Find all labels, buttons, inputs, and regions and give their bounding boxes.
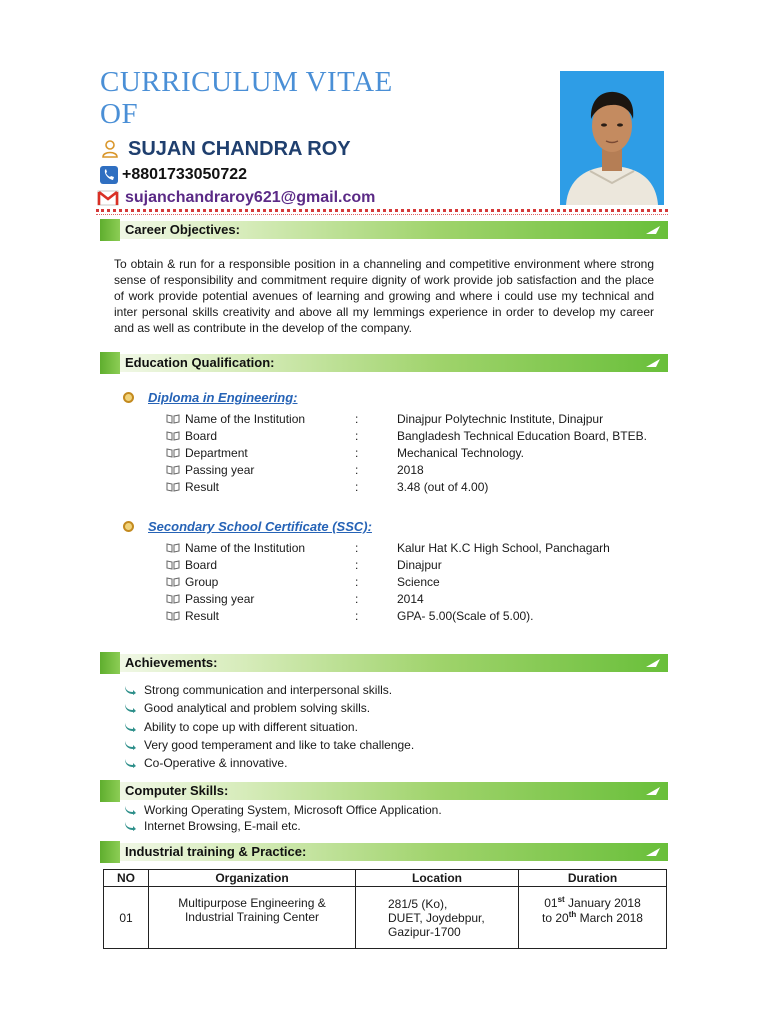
- phone-row: [100, 164, 247, 186]
- ssc-row-institution: [166, 539, 686, 556]
- section-heading-achievements: Achievements:: [125, 655, 218, 670]
- diploma-value: 3.48 (out of 4.00): [397, 479, 489, 494]
- column-header: Location: [356, 870, 519, 887]
- duration-end: [525, 910, 660, 925]
- separator: :: [355, 411, 359, 426]
- ssc-key: Board: [185, 557, 218, 572]
- section-heading-career: Career Objectives:: [125, 222, 240, 237]
- section-bar-training: [100, 843, 668, 861]
- skill-text: Internet Browsing, E-mail etc.: [144, 819, 301, 833]
- ssc-value: Science: [397, 574, 440, 589]
- header-divider: [96, 209, 668, 212]
- diploma-value: 2018: [397, 462, 424, 477]
- list-item: [124, 681, 664, 699]
- achievement-text: Ability to cope up with different situation.: [144, 719, 358, 734]
- diploma-key: Result: [185, 479, 220, 494]
- list-item: [124, 802, 664, 818]
- diploma-key: Department: [185, 445, 248, 460]
- diploma-details: [166, 410, 686, 495]
- diploma-row-passing-year: [166, 461, 686, 478]
- computer-skills-list: [124, 802, 664, 834]
- column-header: Organization: [149, 870, 356, 887]
- ssc-heading-row: [123, 519, 372, 534]
- start-rest: January 2018: [564, 895, 641, 910]
- arrow-icon: [646, 659, 660, 667]
- arrow-icon: [646, 226, 660, 234]
- ssc-key: Group: [185, 574, 219, 589]
- diploma-key: Board: [185, 428, 218, 443]
- book-icon: [166, 560, 180, 570]
- header-divider-secondary: [96, 214, 668, 215]
- achievement-text: Good analytical and problem solving skills.: [144, 701, 371, 716]
- duration-start: [525, 895, 660, 910]
- cell-location: [356, 887, 519, 949]
- separator: :: [355, 608, 359, 623]
- diploma-heading: Diploma in Engineering:: [148, 390, 298, 405]
- cell-organization: [149, 887, 356, 949]
- arrow-icon: [646, 787, 660, 795]
- section-heading-training: Industrial training & Practice:: [125, 844, 307, 859]
- section-heading-computer-skills: Computer Skills:: [125, 783, 229, 798]
- arrow-icon: [646, 359, 660, 367]
- ssc-key: Result: [185, 608, 220, 623]
- achievement-text: Strong communication and interpersonal skills.: [144, 683, 393, 698]
- candidate-name: SUJAN CHANDRA ROY: [128, 137, 351, 160]
- profile-photo: [560, 71, 664, 205]
- diploma-row-result: [166, 478, 686, 495]
- arrow-bullet-icon: [124, 722, 136, 732]
- list-item: [124, 699, 664, 717]
- ssc-details: [166, 539, 686, 624]
- phone-icon: [100, 166, 118, 184]
- green-block-icon: [100, 841, 120, 863]
- email-row: [97, 187, 375, 209]
- training-table: [103, 869, 667, 949]
- book-icon: [166, 577, 180, 587]
- location-line: DUET, Joydebpur,: [388, 910, 485, 925]
- gmail-icon: [97, 190, 119, 206]
- table-row: [104, 887, 667, 949]
- diploma-key: Name of the Institution: [185, 411, 306, 426]
- location-line: Gazipur-1700: [388, 924, 461, 939]
- arrow-bullet-icon: [124, 685, 136, 695]
- ssc-value: GPA- 5.00(Scale of 5.00).: [397, 608, 534, 623]
- start-day: 01: [544, 895, 558, 910]
- cv-title-line1: CURRICULUM VITAE: [100, 66, 393, 98]
- list-item: [124, 718, 664, 736]
- ssc-heading: Secondary School Certificate (SSC):: [148, 519, 372, 534]
- table-header-row: [104, 870, 667, 887]
- start-suffix: st: [557, 894, 565, 904]
- arrow-bullet-icon: [124, 821, 136, 831]
- ssc-key: Passing year: [185, 591, 255, 606]
- separator: :: [355, 428, 359, 443]
- diploma-value: Mechanical Technology.: [397, 445, 524, 460]
- separator: :: [355, 557, 359, 572]
- arrow-bullet-icon: [124, 805, 136, 815]
- green-block-icon: [100, 652, 120, 674]
- end-prefix: to 20: [542, 910, 569, 925]
- arrow-bullet-icon: [124, 703, 136, 713]
- book-icon: [166, 594, 180, 604]
- cell-duration: [519, 887, 667, 949]
- list-item: [124, 754, 664, 772]
- org-line: Multipurpose Engineering &: [178, 895, 326, 910]
- book-icon: [166, 414, 180, 424]
- cell-no: 01: [104, 887, 149, 949]
- list-item: [124, 818, 664, 834]
- separator: :: [355, 479, 359, 494]
- name-row: [100, 137, 351, 161]
- diploma-row-department: [166, 444, 686, 461]
- diploma-value: Dinajpur Polytechnic Institute, Dinajpur: [397, 411, 604, 426]
- location-line: 281/5 (Ko),: [388, 896, 448, 911]
- diploma-row-institution: [166, 410, 686, 427]
- cv-title: [100, 66, 540, 130]
- section-bar-career: [100, 221, 668, 239]
- green-block-icon: [100, 780, 120, 802]
- achievement-text: Co-Operative & innovative.: [144, 756, 288, 771]
- end-suffix: th: [568, 909, 577, 919]
- book-icon: [166, 431, 180, 441]
- section-bar-achievements: [100, 654, 668, 672]
- end-rest: March 2018: [576, 910, 643, 925]
- diploma-row-board: [166, 427, 686, 444]
- separator: :: [355, 540, 359, 555]
- book-icon: [166, 543, 180, 553]
- ssc-value: Dinajpur: [397, 557, 442, 572]
- circle-bullet-icon: [123, 392, 134, 403]
- achievement-text: Very good temperament and like to take challenge.: [144, 738, 415, 753]
- ssc-value: Kalur Hat K.C High School, Panchagarh: [397, 540, 610, 555]
- ssc-value: 2014: [397, 591, 424, 606]
- ssc-row-group: [166, 573, 686, 590]
- achievements-list: [124, 681, 664, 772]
- ssc-row-result: [166, 607, 686, 624]
- diploma-key: Passing year: [185, 462, 255, 477]
- book-icon: [166, 482, 180, 492]
- column-header: NO: [104, 870, 149, 887]
- column-header: Duration: [519, 870, 667, 887]
- book-icon: [166, 611, 180, 621]
- section-bar-computer-skills: [100, 782, 668, 800]
- person-icon: [100, 139, 120, 159]
- green-block-icon: [100, 219, 120, 241]
- arrow-bullet-icon: [124, 758, 136, 768]
- book-icon: [166, 448, 180, 458]
- ssc-key: Name of the Institution: [185, 540, 306, 555]
- diploma-heading-row: [123, 390, 298, 405]
- arrow-icon: [646, 848, 660, 856]
- ssc-row-board: [166, 556, 686, 573]
- section-bar-education: [100, 354, 668, 372]
- book-icon: [166, 465, 180, 475]
- phone-number: +8801733050722: [122, 166, 248, 183]
- green-block-icon: [100, 352, 120, 374]
- org-line: Industrial Training Center: [184, 909, 320, 924]
- ssc-row-passing-year: [166, 590, 686, 607]
- separator: :: [355, 445, 359, 460]
- section-heading-education: Education Qualification:: [125, 355, 275, 370]
- email-address[interactable]: sujanchandraroy621@gmail.com: [125, 189, 376, 206]
- arrow-bullet-icon: [124, 740, 136, 750]
- separator: :: [355, 591, 359, 606]
- separator: :: [355, 574, 359, 589]
- separator: :: [355, 462, 359, 477]
- career-objective-text: To obtain & run for a responsible position in a channeling and competitive environment where strong sense of responsibility and commitment require dignity of work provide job satisfaction and the place of work provide potential avenues of learning and growing and where i could use my technical and inter personal skills creativity and above all my lemmings experience in order to develop my career and as well as contribute in the develop of the company.: [114, 257, 654, 335]
- cv-title-line2: OF: [100, 98, 139, 130]
- list-item: [124, 736, 664, 754]
- diploma-value: Bangladesh Technical Education Board, BTEB.: [397, 428, 647, 443]
- circle-bullet-icon: [123, 521, 134, 532]
- skill-text: Working Operating System, Microsoft Office Application.: [144, 803, 442, 817]
